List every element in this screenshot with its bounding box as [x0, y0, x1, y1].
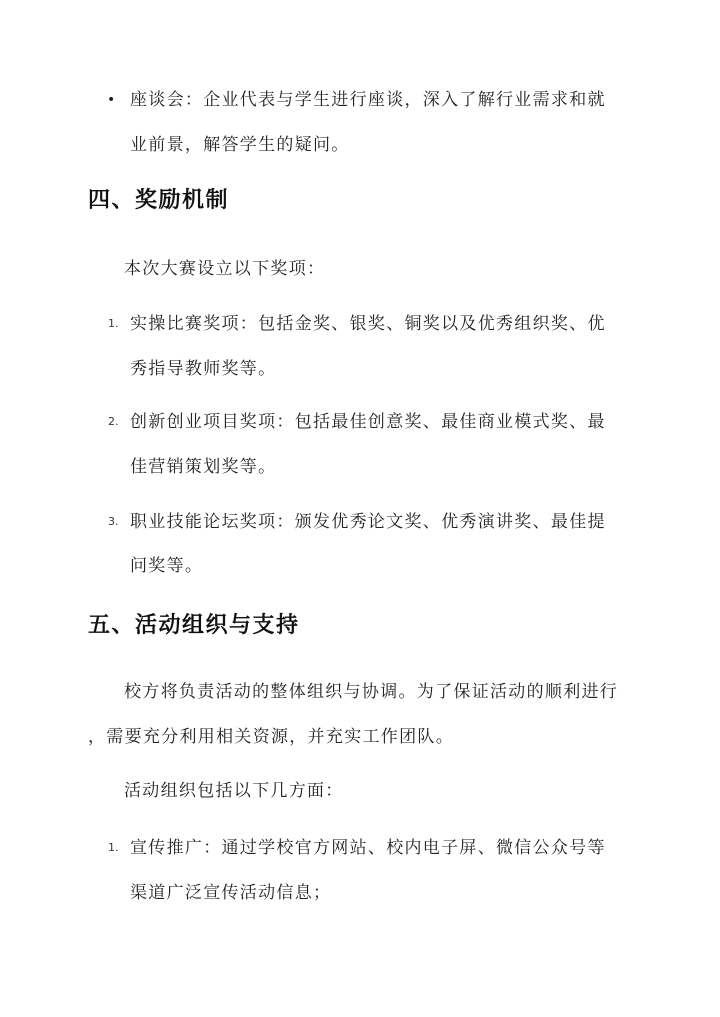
section-5-intro: 活动组织包括以下几方面： — [124, 781, 344, 801]
list-item-line-1: 实操比赛奖项：包括金奖、银奖、铜奖以及优秀组织奖、优 — [130, 314, 606, 334]
list-item-line-1: 创新创业项目奖项：包括最佳创意奖、最佳商业模式奖、最 — [130, 412, 606, 432]
list-item-number: 1. — [108, 317, 119, 330]
list-item-line-1: 宣传推广：通过学校官方网站、校内电子屏、微信公众号等 — [130, 838, 606, 858]
list-item-number: 3. — [108, 515, 119, 528]
bullet-item-line-1: 座谈会：企业代表与学生进行座谈，深入了解行业需求和就 — [130, 90, 606, 110]
list-item-line-2: 佳营销策划奖等。 — [130, 457, 277, 477]
list-item-line-2: 渠道广泛宣传活动信息； — [130, 883, 332, 903]
bullet-marker: • — [107, 92, 116, 108]
list-item-line-2: 秀指导教师奖等。 — [130, 359, 277, 379]
section-5-paragraph-line-2: ，需要充分利用相关资源，并充实工作团队。 — [88, 727, 454, 747]
list-item-line-1: 职业技能论坛奖项：颁发优秀论文奖、优秀演讲奖、最佳提 — [130, 512, 606, 532]
section-5-paragraph-line-1: 校方将负责活动的整体组织与协调。为了保证活动的顺利进行 — [124, 682, 619, 702]
list-item-number: 1. — [108, 841, 119, 854]
list-item-number: 2. — [108, 415, 119, 428]
section-4-heading: 四、奖励机制 — [88, 188, 230, 213]
bullet-item-line-2: 业前景，解答学生的疑问。 — [130, 135, 350, 155]
list-item-line-2: 问奖等。 — [130, 556, 204, 576]
section-5-heading: 五、活动组织与支持 — [88, 613, 300, 638]
section-4-intro: 本次大赛设立以下奖项： — [124, 259, 326, 279]
